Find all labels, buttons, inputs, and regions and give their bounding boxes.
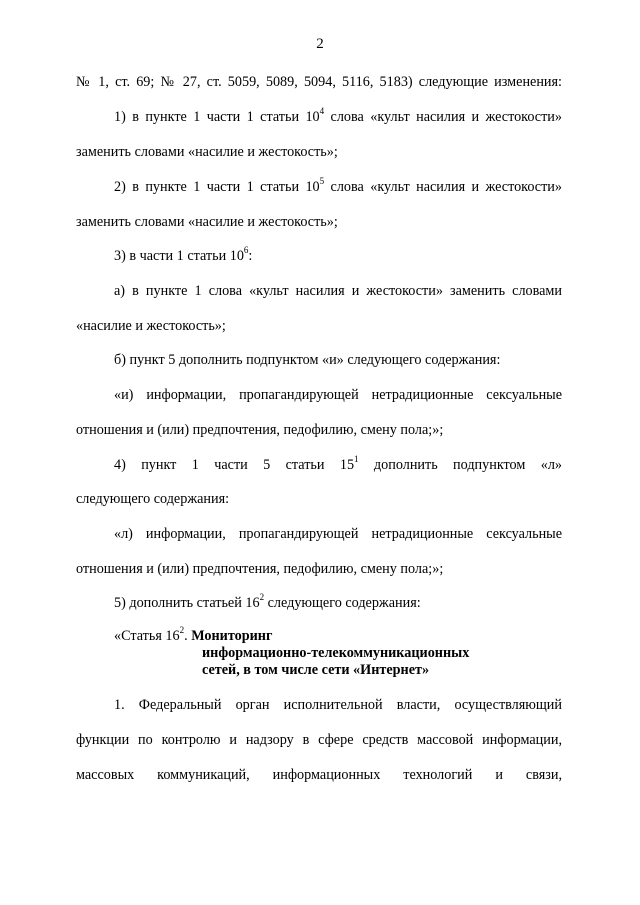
paragraph-line: отношения и (или) предпочтения, педофилию, смену пола;»;: [76, 422, 444, 438]
paragraph-line: № 1, ст. 69; № 27, ст. 5059, 5089, 5094, 5116, 5183) следующие изменения:: [76, 74, 562, 90]
paragraph-line: 5) дополнить статьей $16^2$ следующего содержания:: [114, 592, 421, 611]
paragraph-line: 4) пункт 1 части 5 статьи $15^1$ дополнить подпунктом «л»: [114, 454, 562, 473]
paragraph-line: отношения и (или) предпочтения, педофилию, смену пола;»;: [76, 561, 444, 577]
paragraph-line: заменить словами «насилие и жестокость»;: [76, 144, 338, 160]
article-title-line: информационно-телекоммуникационных: [202, 645, 470, 661]
paragraph-line: функции по контролю и надзору в сфере средств массовой информации,: [76, 732, 562, 748]
article-title: Мониторинг: [191, 628, 273, 644]
page-number: 2: [316, 36, 324, 52]
paragraph-line: 1) в пункте 1 части 1 статьи $10^4$ слова «культ насилия и жестокости»: [114, 106, 562, 125]
paragraph-line: «л) информации, пропагандирующей нетрадиционные сексуальные: [114, 526, 562, 542]
paragraph-line: «насилие и жестокость»;: [76, 318, 226, 334]
paragraph-line: 3) в части 1 статьи $10^6$:: [114, 245, 253, 264]
article-title-line: сетей, в том числе сети «Интернет»: [202, 662, 430, 678]
paragraph-line: а) в пункте 1 слова «культ насилия и жестокости» заменить словами: [114, 283, 562, 299]
paragraph-line: массовых коммуникаций, информационных технологий и связи,: [76, 767, 562, 783]
paragraph-line: б) пункт 5 дополнить подпунктом «и» следующего содержания:: [114, 352, 501, 368]
paragraph-line: 2) в пункте 1 части 1 статьи $10^5$ слова «культ насилия и жестокости»: [114, 176, 562, 195]
paragraph-line: заменить словами «насилие и жестокость»;: [76, 214, 338, 230]
paragraph-line: «и) информации, пропагандирующей нетрадиционные сексуальные: [114, 387, 562, 403]
paragraph-line: 1. Федеральный орган исполнительной власти, осуществляющий: [114, 697, 562, 713]
paragraph-line: следующего содержания:: [76, 491, 230, 507]
article-heading: «Статья $16^2$. Мониторинг: [114, 625, 273, 644]
